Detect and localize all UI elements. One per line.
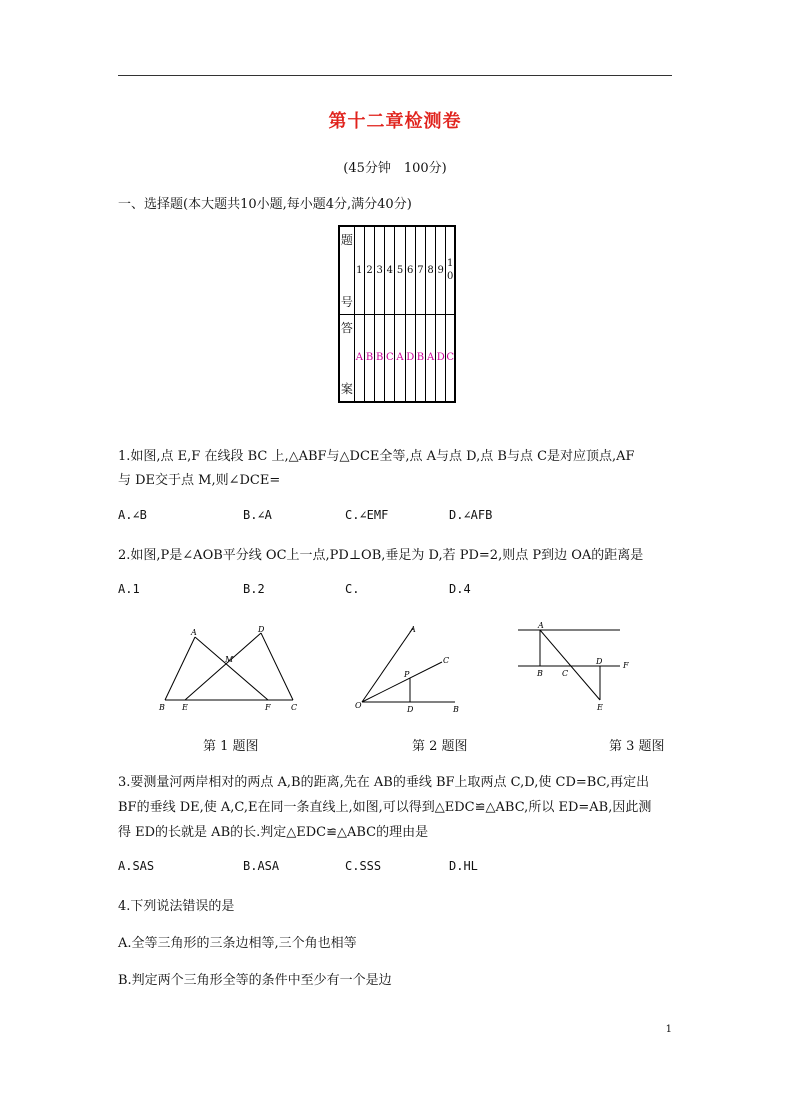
question-3-line-1: 3.要测量河两岸相对的两点 A,B的距离,先在 AB的垂线 BF上取两点 C,D,使 CD=BC,再定出	[118, 775, 650, 790]
label-m: M	[225, 655, 234, 664]
answer-cell: A	[395, 314, 404, 402]
figure-1	[155, 625, 305, 715]
question-4-option-a: A.全等三角形的三条边相等,三个角也相等	[118, 936, 357, 951]
option-a: A.1	[118, 582, 140, 596]
option-c: C.	[345, 582, 360, 596]
question-number: 1 0	[446, 258, 454, 283]
label-b: B	[159, 703, 165, 712]
question-3-line-3: 得 ED的长就是 AB的长.判定△EDC≌△ABC的理由是	[118, 825, 429, 840]
question-2-text: 2.如图,P是∠AOB平分线 OC上一点,PD⊥OB,垂足为 D,若 PD=2,则点 P到边 OA的距离是	[118, 548, 644, 563]
answer-cell: B	[375, 314, 384, 402]
question-number: 5	[396, 264, 404, 276]
label-e: E	[597, 703, 603, 712]
question-1-line-1: 1.如图,点 E,F 在线段 BC 上,△ABF与△DCE全等,点 A与点 D,点 B与点 C是对应顶点,AF	[118, 449, 635, 464]
question-4-option-b: B.判定两个三角形全等的条件中至少有一个是边	[118, 973, 392, 988]
label-f: F	[265, 703, 271, 712]
question-number: 2	[366, 264, 373, 276]
question-1-line-2: 与 DE交于点 M,则∠DCE=	[118, 473, 281, 488]
option-a: A.∠B	[118, 508, 147, 522]
option-d: D.∠AFB	[449, 508, 493, 522]
page-title: 第十二章检测卷	[328, 111, 462, 132]
label-o: O	[355, 701, 362, 710]
question-number: 6	[407, 264, 414, 276]
label-b: B	[453, 705, 459, 714]
label-d: D	[596, 657, 603, 666]
label-c: C	[291, 703, 298, 712]
header-rule	[118, 75, 672, 76]
question-4-text: 4.下列说法错误的是	[118, 899, 235, 914]
section-heading: 一、选择题(本大题共10小题,每小题4分,满分40分)	[118, 197, 412, 212]
label-a: A	[410, 625, 416, 634]
option-c: C.SSS	[345, 859, 382, 873]
label-f: F	[623, 661, 629, 670]
label-c: C	[562, 669, 569, 678]
question-number: 1	[356, 264, 363, 276]
option-a: A.SAS	[118, 859, 155, 873]
page-number: 1	[665, 1024, 672, 1035]
option-d: D.4	[449, 582, 471, 596]
answer-cell: A	[355, 314, 364, 402]
figure-3-caption: 第 3 题图	[609, 739, 665, 754]
question-number: 3	[376, 264, 383, 276]
label-d: D	[407, 705, 414, 714]
option-c: C.∠EMF	[345, 508, 389, 522]
answer-cell: C	[385, 314, 394, 402]
option-b: B.2	[243, 582, 265, 596]
answer-cell: B	[416, 314, 425, 402]
label-p: P	[404, 670, 410, 679]
label-b: B	[537, 669, 543, 678]
exam-duration-score: (45分钟 100分)	[343, 161, 447, 176]
label-a: A	[538, 621, 544, 630]
question-number: 7	[417, 264, 424, 276]
answer-cell: D	[406, 314, 415, 402]
question-number: 8	[427, 264, 434, 276]
answer-cell: C	[446, 314, 454, 402]
label-e: E	[182, 703, 188, 712]
answer-cell: B	[365, 314, 374, 402]
header-row-label: 题 号	[340, 233, 353, 309]
answer-table-label-column	[340, 227, 355, 401]
option-b: B.ASA	[243, 859, 280, 873]
question-number: 4	[386, 264, 394, 276]
answer-row-label: 答 案	[340, 314, 354, 402]
question-number: 9	[437, 264, 444, 276]
figure-2	[350, 620, 470, 715]
question-3-line-2: BF的垂线 DE,使 A,C,E在同一条直线上,如图,可以得到△EDC≌△ABC,所以 ED=AB,因此测	[118, 800, 652, 815]
option-b: B.∠A	[243, 508, 272, 522]
figure-2-caption: 第 2 题图	[412, 739, 468, 754]
answer-table	[338, 225, 456, 403]
figure-3	[510, 618, 640, 718]
label-a: A	[191, 628, 197, 637]
label-c: C	[443, 656, 450, 665]
option-d: D.HL	[449, 859, 478, 873]
figure-1-caption: 第 1 题图	[203, 739, 259, 754]
label-d: D	[258, 625, 265, 634]
answer-cell: A	[426, 314, 435, 402]
answer-cell: D	[436, 314, 445, 402]
